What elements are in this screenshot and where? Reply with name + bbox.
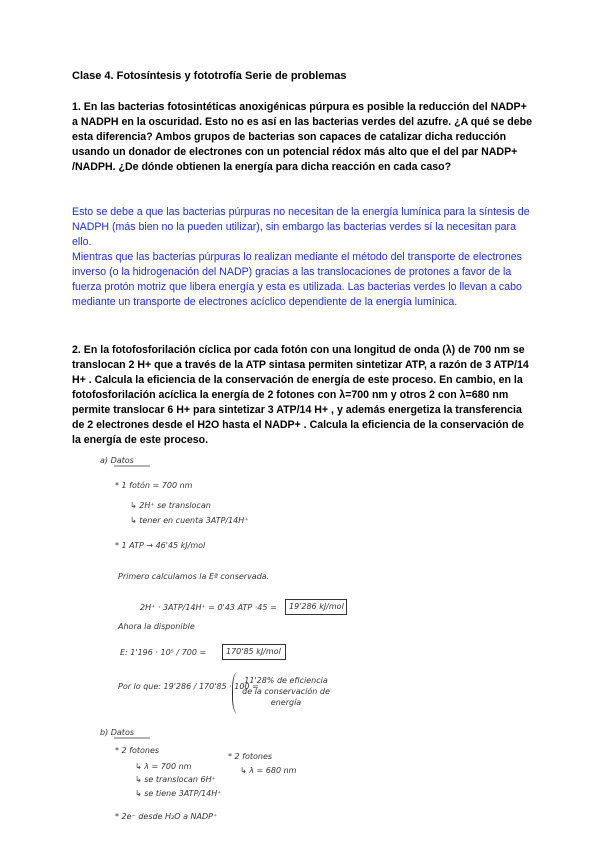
hw-a-line4: * 1 ATP → 46'45 kJ/mol <box>115 541 206 550</box>
hw-a-heading: a) Datos <box>100 456 134 465</box>
hw-a-calc3: Por lo que: 19'286 / 170'85 · 100 = <box>118 682 259 691</box>
answer-1-paragraph-1: Esto se debe a que las bacterias púrpuras no necesitan de la energía lumínica para la síntesis de NADPH (más bien no la pueden utilizar), sin embargo las bacterias verdes sí la necesitan para ello. <box>72 206 530 248</box>
hw-b-line3: ↳ se translocan 6H⁺ <box>135 775 216 784</box>
hw-a-calc1-box: 19'286 kJ/mol <box>285 599 347 615</box>
answer-1-paragraph-2: Mientras que las bacterias púrpuras lo realizan mediante el método del transporte de electrones inverso (o la hidrogenación del NADP) gracias a las translocaciones de protones a favor de la fuerza protón motriz que libera energía y esta es utilizada. Las bacterias verdes lo llevan a cabo mediante un transporte de electrones acíclico dependiente de la energía lumínica. <box>72 251 522 308</box>
hw-a-result: 11'28% de eficiencia de la conservación de energía <box>242 676 330 707</box>
question-1: 1. En las bacterias fotosintéticas anoxigénicas púrpura es posible la reducción del NADP+ a NADPH en la oscuridad. Esto no es así en las bacterias verdes del azufre. ¿A qué se debe esta diferencia? Ambos grupos de bacterias son capaces de catalizar dicha reducción usando un donador de electrones con un potencial rédox más alto que el del par NADP+ /NADPH. ¿De dónde obtienen la energía para dicha reacción en cada caso? <box>72 101 533 173</box>
hw-a-calc2-box: 170'85 kJ/mol <box>222 644 286 660</box>
hw-b-line4: ↳ se tiene 3ATP/14H⁺ <box>135 789 222 798</box>
page-title: Clase 4. Fotosíntesis y fototrofía Serie de problemas <box>72 70 347 82</box>
hw-a-line5: Primero calculamos la Eª conservada. <box>118 572 270 581</box>
hw-a-line6: Ahora la disponible <box>118 622 195 631</box>
hw-b-line5: * 2e⁻ desde H₂O a NADP⁺ <box>115 812 218 821</box>
hw-b-line2b: ↳ λ = 680 nm <box>240 766 297 775</box>
hw-b-line2: ↳ λ = 700 nm <box>135 762 192 771</box>
hw-a-line2: ↳ 2H⁺ se translocan <box>130 501 211 510</box>
hw-a-calc2: E: 1'196 · 10⁵ / 700 = <box>120 648 207 657</box>
hw-a-line1: * 1 fotón = 700 nm <box>115 481 193 490</box>
hw-b-heading: b) Datos <box>100 728 135 737</box>
hw-a-calc1: 2H⁺ · 3ATP/14H⁺ = 0'43 ATP ·45 = <box>140 603 277 612</box>
hw-b-line1: * 2 fotones <box>115 746 160 755</box>
hw-a-line3: ↳ tener en cuenta 3ATP/14H⁺ <box>130 516 249 525</box>
hw-b-line1b: * 2 fotones <box>228 752 273 761</box>
question-2: 2. En la fotofosforilación cíclica por cada fotón con una longitud de onda (λ) de 700 nm se translocan 2 H+ que a través de la ATP sintasa permiten sintetizar ATP, a razón de 3 ATP/14 H+ . Calcula la eficiencia de la conservación de energía de este proceso. En cambio, en la fotofosforilación acíclica la energía de 2 fotones con λ=700 nm y otros 2 con λ=680 nm permite translocar 6 H+ para sintetizar 3 ATP/14 H+ , y además energetiza la transferencia de 2 electrones desde el H2O hasta el NADP+ . Calcula la eficiencia de la conservación de la energía de este proceso. <box>72 344 529 446</box>
